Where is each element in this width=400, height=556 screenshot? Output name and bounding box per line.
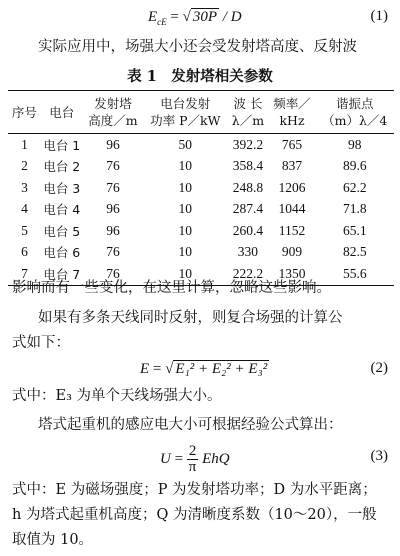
- table-cell: 10: [178, 201, 193, 217]
- eq2-equals: =: [152, 361, 162, 377]
- paragraph-multi-antenna-line1: 如果有多条天线同时反射，则复合场强的计算公: [38, 310, 343, 326]
- table-cell: 2: [21, 158, 28, 174]
- table-cell: 76: [106, 244, 120, 260]
- eq3-lhs: U: [160, 450, 171, 467]
- table-cell: 4: [21, 201, 28, 217]
- eq1-lhs: E: [148, 9, 158, 25]
- table-cell: 96: [106, 222, 120, 238]
- table-cell: 5: [21, 222, 28, 238]
- table-header-cell: 谐振点 （m）λ／4: [322, 96, 388, 128]
- table-cell: 10: [178, 222, 193, 238]
- table-row: [8, 199, 394, 221]
- eq3-rhs: EhQ: [202, 450, 230, 467]
- table-header-cell: 波 长 λ／m: [231, 96, 265, 128]
- table-cell: 1: [21, 136, 28, 152]
- table-cell: 260.4: [232, 222, 264, 238]
- table-cell: 1206: [278, 179, 306, 195]
- table-cell: 98: [348, 136, 362, 152]
- paragraph-after-table: 影响而有一些变化，在这里计算，忽略这些影响。: [12, 280, 331, 296]
- table-row: [8, 156, 394, 178]
- table-cell: 358.4: [232, 158, 264, 174]
- table-cell: 1152: [278, 222, 306, 238]
- parameters-table: [8, 90, 394, 286]
- table-cell: 765: [281, 136, 303, 152]
- table-body: [8, 134, 394, 286]
- eq3-fraction: [187, 444, 199, 475]
- table-cell: 909: [281, 244, 303, 260]
- table-cell: 76: [106, 265, 120, 281]
- table-cell: 电台 7: [43, 266, 81, 282]
- eq1-radicand: 30P: [192, 9, 218, 25]
- table-cell: 89.6: [342, 158, 367, 174]
- table-cell: 96: [106, 201, 120, 217]
- table-cell: 1044: [278, 201, 306, 217]
- equation-3-formula: [160, 444, 230, 475]
- eq2-lhs: E: [140, 361, 150, 377]
- table-header-cell: 频率／ kHz: [273, 96, 311, 128]
- table-header-cell: 电台: [49, 104, 75, 120]
- table-cell: 50: [178, 136, 193, 152]
- where-clause-eq3-line2: h 为塔式起重机高度；Q 为清晰度系数（10～20），一般: [12, 507, 377, 523]
- table-cell: 248.8: [232, 179, 264, 195]
- table-row: [8, 177, 394, 199]
- equation-1-number: (1): [370, 8, 388, 24]
- table-cell: 837: [281, 158, 303, 174]
- eq1-lhs-subscript: cE: [157, 17, 167, 27]
- paragraph-multi-antenna-line2: 式如下：: [12, 335, 70, 351]
- table-cell: 电台 5: [43, 223, 81, 239]
- table-row: [8, 242, 394, 264]
- table-cell: 330: [237, 244, 259, 260]
- table-cell: 76: [106, 179, 120, 195]
- eq3-denominator: π: [188, 459, 197, 475]
- table-cell: 392.2: [232, 136, 264, 152]
- table-cell: 65.1: [342, 222, 367, 238]
- table-cell: 82.5: [342, 244, 367, 260]
- table-cell: 电台 3: [43, 180, 81, 196]
- eq1-equals: =: [170, 9, 179, 25]
- table-cell: 7: [21, 265, 28, 281]
- paragraph-crane: 塔式起重机的感应电大小可根据经验公式算出：: [38, 417, 343, 433]
- table-header-cell: 电台发射 功率 P／kW: [150, 96, 221, 128]
- where-clause-eq3-line3: 取值为 10。: [12, 532, 94, 548]
- equation-3-number: (3): [370, 448, 388, 464]
- equation-2: [0, 360, 400, 384]
- table-cell: 71.8: [342, 201, 367, 217]
- table-row: [8, 220, 394, 242]
- table-cell: 62.2: [342, 179, 367, 195]
- table-cell: 10: [178, 244, 193, 260]
- table-caption: 表 1 发射塔相关参数: [127, 68, 273, 85]
- eq2-radicand: E₁² + E₂² + E₃²: [175, 361, 268, 377]
- table-header-cell: 序号: [11, 104, 37, 120]
- paragraph-before-table: 实际应用中，场强大小还会受发射塔高度、反射波: [38, 39, 357, 55]
- table-cell: 10: [178, 265, 193, 281]
- table-row: [8, 134, 394, 156]
- table-cell: 电台 2: [43, 159, 81, 175]
- table-cell: 287.4: [232, 201, 264, 217]
- table-cell: 电台 6: [43, 245, 81, 261]
- table-cell: 3: [21, 179, 28, 195]
- table-cell: 电台 1: [43, 137, 81, 153]
- table-cell: 电台 4: [43, 202, 81, 218]
- eq1-rest: / D: [222, 9, 242, 25]
- table-cell: 10: [178, 158, 193, 174]
- equation-2-formula: E = √ E₁² + E₂² + E₃²: [140, 361, 268, 377]
- table-cell: 55.6: [342, 265, 367, 281]
- equation-1-formula: $E_{cE}$ = √ 30P / D: [148, 9, 242, 27]
- equation-3: [0, 440, 400, 476]
- eq3-equals: =: [174, 450, 184, 467]
- table-cell: 222.2: [232, 265, 264, 281]
- where-clause-eq3-line1: 式中：E 为磁场强度；P 为发射塔功率；D 为水平距离；: [12, 482, 377, 498]
- where-clause-eq2: 式中：E₃ 为单个天线场强大小。: [12, 388, 222, 404]
- eq3-numerator: 2: [188, 443, 197, 459]
- equation-1: [0, 8, 400, 32]
- table-cell: 6: [21, 244, 28, 260]
- table-header-cell: 发射塔 高度／m: [88, 96, 138, 128]
- table-cell: 96: [106, 136, 120, 152]
- table-header-row: [8, 91, 394, 134]
- table-cell: 1350: [278, 265, 306, 281]
- table-cell: 10: [178, 179, 193, 195]
- table-cell: 76: [106, 158, 120, 174]
- equation-2-number: (2): [370, 360, 388, 376]
